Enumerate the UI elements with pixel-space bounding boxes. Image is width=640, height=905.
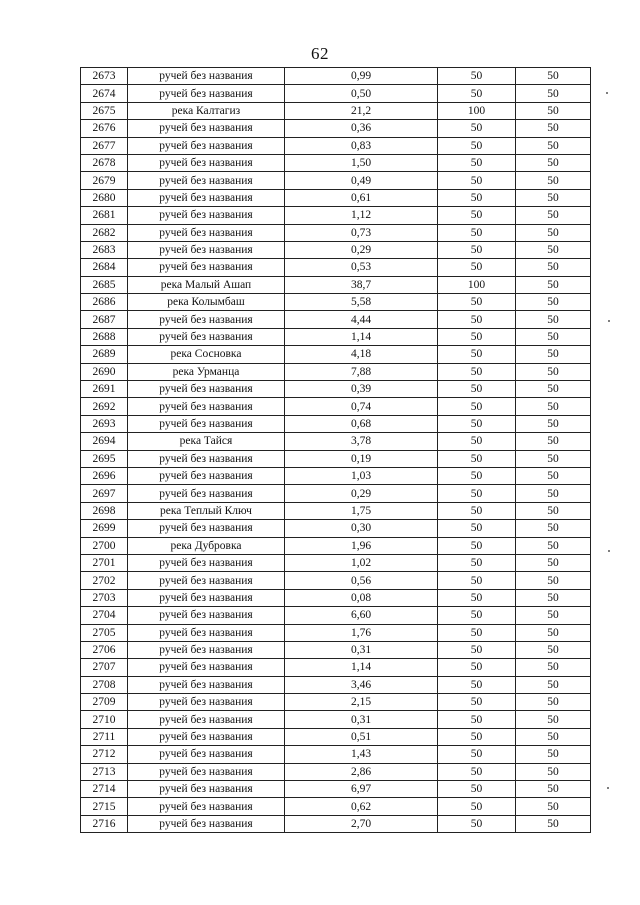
scan-mark — [608, 550, 610, 552]
table-row — [81, 520, 591, 537]
zone-width-value-cell: 50 — [438, 346, 516, 363]
zone-width-value-cell: 50 — [438, 450, 516, 467]
row-number-cell: 2679 — [81, 172, 128, 189]
zone-width-value-cell: 50 — [438, 589, 516, 606]
zone-width-value-cell: 50 — [438, 328, 516, 345]
zone-width-value-cell: 50 — [438, 659, 516, 676]
water-body-name-cell: ручей без названия — [128, 659, 285, 676]
row-number-cell: 2700 — [81, 537, 128, 554]
water-body-name-cell: ручей без названия — [128, 676, 285, 693]
zone-width-value-cell: 50 — [438, 207, 516, 224]
zone-width-value-cell: 100 — [438, 102, 516, 119]
zone-width-value-cell: 50 — [438, 189, 516, 206]
length-value-cell: 3,46 — [285, 676, 438, 693]
table-row — [81, 85, 591, 102]
water-body-name-cell: ручей без названия — [128, 381, 285, 398]
water-body-name-cell: ручей без названия — [128, 172, 285, 189]
water-body-name-cell: ручей без названия — [128, 311, 285, 328]
strip-width-value-cell: 50 — [516, 189, 591, 206]
strip-width-value-cell: 50 — [516, 85, 591, 102]
strip-width-value-cell: 50 — [516, 120, 591, 137]
row-number-cell: 2702 — [81, 572, 128, 589]
row-number-cell: 2692 — [81, 398, 128, 415]
strip-width-value-cell: 50 — [516, 294, 591, 311]
strip-width-value-cell: 50 — [516, 589, 591, 606]
length-value-cell: 38,7 — [285, 276, 438, 293]
water-body-name-cell: река Сосновка — [128, 346, 285, 363]
water-body-name-cell: ручей без названия — [128, 241, 285, 258]
zone-width-value-cell: 50 — [438, 624, 516, 641]
water-body-name-cell: ручей без названия — [128, 711, 285, 728]
zone-width-value-cell: 50 — [438, 641, 516, 658]
zone-width-value-cell: 100 — [438, 276, 516, 293]
table-row — [81, 607, 591, 624]
length-value-cell: 0,53 — [285, 259, 438, 276]
water-body-name-cell: ручей без названия — [128, 781, 285, 798]
table-row — [81, 502, 591, 519]
zone-width-value-cell: 50 — [438, 415, 516, 432]
table-row — [81, 728, 591, 745]
length-value-cell: 0,83 — [285, 137, 438, 154]
table-row — [81, 433, 591, 450]
length-value-cell: 0,30 — [285, 520, 438, 537]
zone-width-value-cell: 50 — [438, 728, 516, 745]
row-number-cell: 2710 — [81, 711, 128, 728]
water-body-name-cell: ручей без названия — [128, 607, 285, 624]
zone-width-value-cell: 50 — [438, 172, 516, 189]
water-body-name-cell: ручей без названия — [128, 328, 285, 345]
water-body-name-cell: ручей без названия — [128, 189, 285, 206]
table-row — [81, 102, 591, 119]
table-row — [81, 572, 591, 589]
length-value-cell: 4,18 — [285, 346, 438, 363]
length-value-cell: 1,43 — [285, 746, 438, 763]
table-row — [81, 207, 591, 224]
row-number-cell: 2687 — [81, 311, 128, 328]
strip-width-value-cell: 50 — [516, 363, 591, 380]
table-row — [81, 120, 591, 137]
row-number-cell: 2699 — [81, 520, 128, 537]
water-body-name-cell: ручей без названия — [128, 137, 285, 154]
table-row — [81, 624, 591, 641]
strip-width-value-cell: 50 — [516, 328, 591, 345]
strip-width-value-cell: 50 — [516, 467, 591, 484]
length-value-cell: 1,96 — [285, 537, 438, 554]
water-body-name-cell: ручей без названия — [128, 728, 285, 745]
strip-width-value-cell: 50 — [516, 694, 591, 711]
length-value-cell: 0,31 — [285, 641, 438, 658]
zone-width-value-cell: 50 — [438, 537, 516, 554]
water-body-name-cell: река Калтагиз — [128, 102, 285, 119]
zone-width-value-cell: 50 — [438, 572, 516, 589]
zone-width-value-cell: 50 — [438, 154, 516, 171]
zone-width-value-cell: 50 — [438, 746, 516, 763]
strip-width-value-cell: 50 — [516, 607, 591, 624]
strip-width-value-cell: 50 — [516, 450, 591, 467]
water-body-name-cell: ручей без названия — [128, 694, 285, 711]
strip-width-value-cell: 50 — [516, 102, 591, 119]
strip-width-value-cell: 50 — [516, 537, 591, 554]
length-value-cell: 0,08 — [285, 589, 438, 606]
table-row — [81, 815, 591, 832]
strip-width-value-cell: 50 — [516, 520, 591, 537]
length-value-cell: 1,76 — [285, 624, 438, 641]
strip-width-value-cell: 50 — [516, 624, 591, 641]
table-row — [81, 711, 591, 728]
row-number-cell: 2680 — [81, 189, 128, 206]
zone-width-value-cell: 50 — [438, 694, 516, 711]
zone-width-value-cell: 50 — [438, 502, 516, 519]
table-row — [81, 276, 591, 293]
length-value-cell: 4,44 — [285, 311, 438, 328]
strip-width-value-cell: 50 — [516, 781, 591, 798]
row-number-cell: 2705 — [81, 624, 128, 641]
table-row — [81, 659, 591, 676]
length-value-cell: 0,61 — [285, 189, 438, 206]
length-value-cell: 3,78 — [285, 433, 438, 450]
water-body-name-cell: ручей без названия — [128, 746, 285, 763]
table-row — [81, 798, 591, 815]
strip-width-value-cell: 50 — [516, 276, 591, 293]
row-number-cell: 2713 — [81, 763, 128, 780]
zone-width-value-cell: 50 — [438, 294, 516, 311]
length-value-cell: 0,73 — [285, 224, 438, 241]
strip-width-value-cell: 50 — [516, 224, 591, 241]
zone-width-value-cell: 50 — [438, 68, 516, 85]
water-body-name-cell: ручей без названия — [128, 467, 285, 484]
strip-width-value-cell: 50 — [516, 259, 591, 276]
table-body — [81, 68, 591, 833]
zone-width-value-cell: 50 — [438, 815, 516, 832]
row-number-cell: 2678 — [81, 154, 128, 171]
water-body-name-cell: ручей без названия — [128, 450, 285, 467]
length-value-cell: 0,19 — [285, 450, 438, 467]
strip-width-value-cell: 50 — [516, 415, 591, 432]
zone-width-value-cell: 50 — [438, 676, 516, 693]
row-number-cell: 2685 — [81, 276, 128, 293]
table-row — [81, 467, 591, 484]
table-row — [81, 450, 591, 467]
water-body-name-cell: ручей без названия — [128, 224, 285, 241]
strip-width-value-cell: 50 — [516, 572, 591, 589]
strip-width-value-cell: 50 — [516, 641, 591, 658]
row-number-cell: 2701 — [81, 554, 128, 571]
water-body-name-cell: ручей без названия — [128, 520, 285, 537]
strip-width-value-cell: 50 — [516, 798, 591, 815]
length-value-cell: 6,97 — [285, 781, 438, 798]
row-number-cell: 2694 — [81, 433, 128, 450]
row-number-cell: 2715 — [81, 798, 128, 815]
zone-width-value-cell: 50 — [438, 554, 516, 571]
strip-width-value-cell: 50 — [516, 346, 591, 363]
zone-width-value-cell: 50 — [438, 137, 516, 154]
length-value-cell: 1,12 — [285, 207, 438, 224]
water-body-name-cell: ручей без названия — [128, 85, 285, 102]
table-row — [81, 589, 591, 606]
water-body-name-cell: ручей без названия — [128, 485, 285, 502]
length-value-cell: 0,29 — [285, 485, 438, 502]
table-row — [81, 485, 591, 502]
row-number-cell: 2690 — [81, 363, 128, 380]
length-value-cell: 1,03 — [285, 467, 438, 484]
zone-width-value-cell: 50 — [438, 763, 516, 780]
water-body-name-cell: ручей без названия — [128, 120, 285, 137]
table-row — [81, 781, 591, 798]
strip-width-value-cell: 50 — [516, 502, 591, 519]
row-number-cell: 2716 — [81, 815, 128, 832]
row-number-cell: 2691 — [81, 381, 128, 398]
zone-width-value-cell: 50 — [438, 433, 516, 450]
water-body-name-cell: ручей без названия — [128, 641, 285, 658]
table-row — [81, 641, 591, 658]
water-body-name-cell: река Колымбаш — [128, 294, 285, 311]
strip-width-value-cell: 50 — [516, 815, 591, 832]
strip-width-value-cell: 50 — [516, 763, 591, 780]
strip-width-value-cell: 50 — [516, 381, 591, 398]
scan-mark — [608, 320, 610, 322]
water-body-name-cell: ручей без названия — [128, 572, 285, 589]
length-value-cell: 2,70 — [285, 815, 438, 832]
water-body-name-cell: ручей без названия — [128, 398, 285, 415]
zone-width-value-cell: 50 — [438, 467, 516, 484]
strip-width-value-cell: 50 — [516, 485, 591, 502]
table-row — [81, 154, 591, 171]
zone-width-value-cell: 50 — [438, 311, 516, 328]
table-row — [81, 554, 591, 571]
strip-width-value-cell: 50 — [516, 659, 591, 676]
table-row — [81, 537, 591, 554]
water-body-name-cell: ручей без названия — [128, 154, 285, 171]
water-body-name-cell: ручей без названия — [128, 815, 285, 832]
strip-width-value-cell: 50 — [516, 154, 591, 171]
row-number-cell: 2674 — [81, 85, 128, 102]
zone-width-value-cell: 50 — [438, 485, 516, 502]
length-value-cell: 1,14 — [285, 659, 438, 676]
zone-width-value-cell: 50 — [438, 363, 516, 380]
length-value-cell: 6,60 — [285, 607, 438, 624]
strip-width-value-cell: 50 — [516, 554, 591, 571]
table-row — [81, 259, 591, 276]
length-value-cell: 0,51 — [285, 728, 438, 745]
row-number-cell: 2675 — [81, 102, 128, 119]
scan-mark — [606, 92, 608, 94]
table-row — [81, 172, 591, 189]
table-row — [81, 346, 591, 363]
row-number-cell: 2683 — [81, 241, 128, 258]
length-value-cell: 1,75 — [285, 502, 438, 519]
water-body-name-cell: ручей без названия — [128, 415, 285, 432]
table-row — [81, 189, 591, 206]
row-number-cell: 2698 — [81, 502, 128, 519]
length-value-cell: 0,29 — [285, 241, 438, 258]
table-row — [81, 311, 591, 328]
strip-width-value-cell: 50 — [516, 676, 591, 693]
length-value-cell: 1,14 — [285, 328, 438, 345]
water-body-name-cell: ручей без названия — [128, 68, 285, 85]
row-number-cell: 2682 — [81, 224, 128, 241]
strip-width-value-cell: 50 — [516, 728, 591, 745]
row-number-cell: 2689 — [81, 346, 128, 363]
zone-width-value-cell: 50 — [438, 607, 516, 624]
water-body-name-cell: река Теплый Ключ — [128, 502, 285, 519]
row-number-cell: 2677 — [81, 137, 128, 154]
length-value-cell: 21,2 — [285, 102, 438, 119]
length-value-cell: 5,58 — [285, 294, 438, 311]
zone-width-value-cell: 50 — [438, 398, 516, 415]
zone-width-value-cell: 50 — [438, 711, 516, 728]
zone-width-value-cell: 50 — [438, 85, 516, 102]
zone-width-value-cell: 50 — [438, 520, 516, 537]
strip-width-value-cell: 50 — [516, 137, 591, 154]
row-number-cell: 2707 — [81, 659, 128, 676]
length-value-cell: 7,88 — [285, 363, 438, 380]
water-body-name-cell: ручей без названия — [128, 798, 285, 815]
length-value-cell: 1,02 — [285, 554, 438, 571]
strip-width-value-cell: 50 — [516, 433, 591, 450]
row-number-cell: 2714 — [81, 781, 128, 798]
row-number-cell: 2681 — [81, 207, 128, 224]
water-body-name-cell: ручей без названия — [128, 589, 285, 606]
length-value-cell: 0,74 — [285, 398, 438, 415]
row-number-cell: 2695 — [81, 450, 128, 467]
row-number-cell: 2706 — [81, 641, 128, 658]
length-value-cell: 0,36 — [285, 120, 438, 137]
table-row — [81, 224, 591, 241]
zone-width-value-cell: 50 — [438, 781, 516, 798]
row-number-cell: 2684 — [81, 259, 128, 276]
water-body-name-cell: ручей без названия — [128, 259, 285, 276]
table-row — [81, 746, 591, 763]
row-number-cell: 2688 — [81, 328, 128, 345]
length-value-cell: 0,56 — [285, 572, 438, 589]
length-value-cell: 0,68 — [285, 415, 438, 432]
water-body-name-cell: река Урманца — [128, 363, 285, 380]
table-row — [81, 137, 591, 154]
water-body-name-cell: ручей без названия — [128, 763, 285, 780]
water-body-name-cell: река Дубровка — [128, 537, 285, 554]
strip-width-value-cell: 50 — [516, 68, 591, 85]
row-number-cell: 2693 — [81, 415, 128, 432]
water-body-name-cell: ручей без названия — [128, 207, 285, 224]
row-number-cell: 2711 — [81, 728, 128, 745]
table-row — [81, 294, 591, 311]
strip-width-value-cell: 50 — [516, 172, 591, 189]
water-body-name-cell: ручей без названия — [128, 554, 285, 571]
length-value-cell: 1,50 — [285, 154, 438, 171]
row-number-cell: 2712 — [81, 746, 128, 763]
water-body-name-cell: река Тайся — [128, 433, 285, 450]
length-value-cell: 0,31 — [285, 711, 438, 728]
row-number-cell: 2704 — [81, 607, 128, 624]
page-number: 62 — [311, 44, 329, 63]
zone-width-value-cell: 50 — [438, 120, 516, 137]
length-value-cell: 0,50 — [285, 85, 438, 102]
table-row — [81, 763, 591, 780]
table-row — [81, 415, 591, 432]
strip-width-value-cell: 50 — [516, 746, 591, 763]
strip-width-value-cell: 50 — [516, 398, 591, 415]
row-number-cell: 2686 — [81, 294, 128, 311]
table-row — [81, 694, 591, 711]
strip-width-value-cell: 50 — [516, 311, 591, 328]
length-value-cell: 0,49 — [285, 172, 438, 189]
row-number-cell: 2696 — [81, 467, 128, 484]
table-row — [81, 398, 591, 415]
table-row — [81, 241, 591, 258]
row-number-cell: 2697 — [81, 485, 128, 502]
length-value-cell: 0,62 — [285, 798, 438, 815]
table-row — [81, 381, 591, 398]
strip-width-value-cell: 50 — [516, 207, 591, 224]
table-row — [81, 676, 591, 693]
length-value-cell: 0,39 — [285, 381, 438, 398]
scan-mark — [607, 787, 609, 789]
row-number-cell: 2703 — [81, 589, 128, 606]
length-value-cell: 2,15 — [285, 694, 438, 711]
table-row — [81, 68, 591, 85]
table-row — [81, 328, 591, 345]
water-body-name-cell: ручей без названия — [128, 624, 285, 641]
strip-width-value-cell: 50 — [516, 711, 591, 728]
zone-width-value-cell: 50 — [438, 798, 516, 815]
row-number-cell: 2676 — [81, 120, 128, 137]
length-value-cell: 2,86 — [285, 763, 438, 780]
zone-width-value-cell: 50 — [438, 241, 516, 258]
strip-width-value-cell: 50 — [516, 241, 591, 258]
length-value-cell: 0,99 — [285, 68, 438, 85]
zone-width-value-cell: 50 — [438, 224, 516, 241]
row-number-cell: 2709 — [81, 694, 128, 711]
water-body-name-cell: река Малый Ашап — [128, 276, 285, 293]
zone-width-value-cell: 50 — [438, 381, 516, 398]
zone-width-value-cell: 50 — [438, 259, 516, 276]
rivers-table — [80, 67, 591, 833]
table-row — [81, 363, 591, 380]
row-number-cell: 2708 — [81, 676, 128, 693]
row-number-cell: 2673 — [81, 68, 128, 85]
